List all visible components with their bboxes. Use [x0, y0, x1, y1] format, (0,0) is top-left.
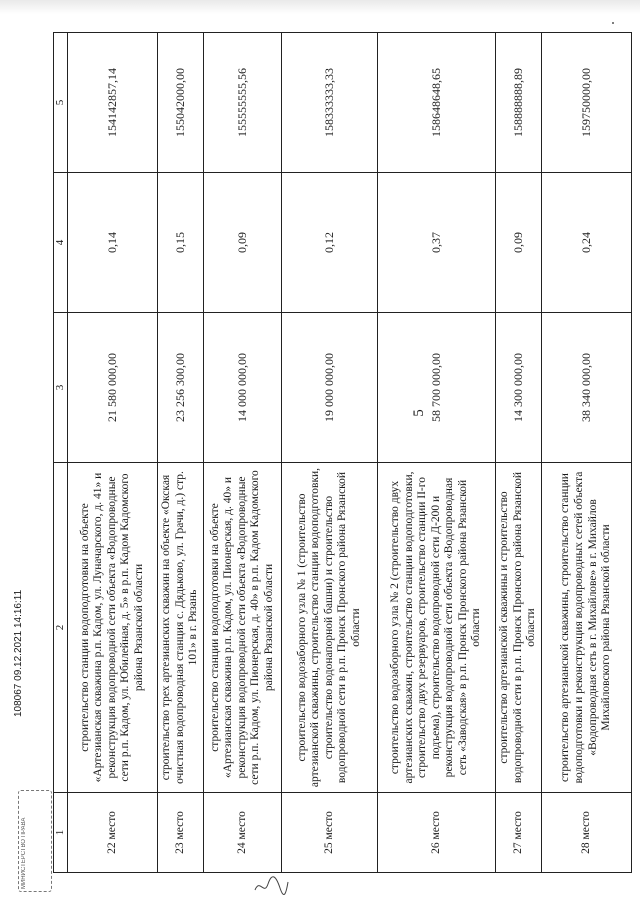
rotated-table-container: [53, 33, 633, 873]
coef-cell: 0,14: [68, 173, 158, 313]
cost-cell: 23 256 300,00: [158, 313, 204, 463]
table-row: [542, 33, 632, 873]
description-cell: строительство артезианской скважины и строительство водопроводной сети в р.п. Пронск Пронского района Рязанской области: [496, 463, 542, 793]
coef-cell: 0,37: [378, 173, 496, 313]
table-row: [158, 33, 204, 873]
description-cell: строительство станции водоподготовки на объекте «Артезианская скважина р.п. Кадом, ул. Луначарского, д. 41» и реконструкция водопроводной сети объекта «Водопроводные сети р.п. Кадом, ул. Юбилейная, д. 5» в р.п. Кадом Кадомского района Рязанской области: [68, 463, 158, 793]
registration-stamp: [18, 790, 52, 892]
header-cell-1: 1: [54, 793, 68, 873]
footer-document-number: 108067 09.12.2021 14:16:11: [13, 589, 24, 717]
ranking-table: [53, 32, 632, 873]
table-row: [68, 33, 158, 873]
place-cell: 27 место: [496, 793, 542, 873]
value-cell: 158333333,33: [282, 33, 378, 173]
scan-speck: [612, 22, 614, 24]
header-cell-5: 5: [54, 33, 68, 173]
value-cell: 154142857,14: [68, 33, 158, 173]
description-cell: строительство водозаборного узла № 1 (строительство артезианской скважины, строительство станции водоподготовки, строительство водонапорной башни) и строительство водопроводной сети в р.п. Пронск Пронского района Рязанской области: [282, 463, 378, 793]
header-cell-3: 3: [54, 313, 68, 463]
value-cell: 155042000,00: [158, 33, 204, 173]
signature-mark: [250, 870, 290, 900]
place-cell: 23 место: [158, 793, 204, 873]
value-cell: 158648648,65: [378, 33, 496, 173]
coef-cell: 0,15: [158, 173, 204, 313]
table-row: [378, 33, 496, 873]
place-cell: 24 место: [204, 793, 282, 873]
cost-cell: 38 340 000,00: [542, 313, 632, 463]
table-header-row: [54, 33, 68, 873]
cost-cell: 58 700 000,00: [378, 313, 496, 463]
table-row: [496, 33, 542, 873]
cost-cell: 14 300 000,00: [496, 313, 542, 463]
coef-cell: 0,12: [282, 173, 378, 313]
place-cell: 26 место: [378, 793, 496, 873]
description-cell: строительство водозаборного узла № 2 (строительство двух артезианских скважин, строительство станции водоподготовки, строительство двух резервуаров, строительство станции II-го подъема), строительство водопроводной сети Д-200 и реконструкция водопроводной сети объекта «Водопроводная сеть «Заводская» в р.п. Пронск Пронского района Рязанской области: [378, 463, 496, 793]
coef-cell: 0,09: [496, 173, 542, 313]
value-cell: 158888888,89: [496, 33, 542, 173]
page-number: 5: [411, 409, 427, 417]
coef-cell: 0,24: [542, 173, 632, 313]
table-row: [204, 33, 282, 873]
table-row: [282, 33, 378, 873]
value-cell: 159750000,00: [542, 33, 632, 173]
description-cell: строительство артезианской скважины, строительство станции водоподготовки и реконструкция водопроводных сетей объекта «Водопроводная сеть в г. Михайлове» в г. Михайлов Михайловского района Рязанской области: [542, 463, 632, 793]
cost-cell: 19 000 000,00: [282, 313, 378, 463]
place-cell: 25 место: [282, 793, 378, 873]
place-cell: 22 место: [68, 793, 158, 873]
value-cell: 155555555,56: [204, 33, 282, 173]
coef-cell: 0,09: [204, 173, 282, 313]
cost-cell: 14 000 000,00: [204, 313, 282, 463]
scan-top-edge: [0, 0, 640, 14]
stamp-text: МИНИСТЕРСТВО ПРАВА: [21, 817, 27, 889]
header-cell-4: 4: [54, 173, 68, 313]
header-cell-2: 2: [54, 463, 68, 793]
description-cell: строительство трех артезианских скважин на объекте «Окская очистная водопроводная станция с. Дядьково, ул. Грачи, д.) стр. 101» в г. Рязань: [158, 463, 204, 793]
place-cell: 28 место: [542, 793, 632, 873]
description-cell: строительство станции водоподготовки на объекте «Артезианская скважина р.п. Кадом, ул. Пионерская, д. 40» и реконструкция водопроводной сети объекта «Водопроводные сети р.п. Кадом, ул. Пионерская, д. 40» в р.п. Кадом Кадомского района Рязанской области: [204, 463, 282, 793]
cost-cell: 21 580 000,00: [68, 313, 158, 463]
